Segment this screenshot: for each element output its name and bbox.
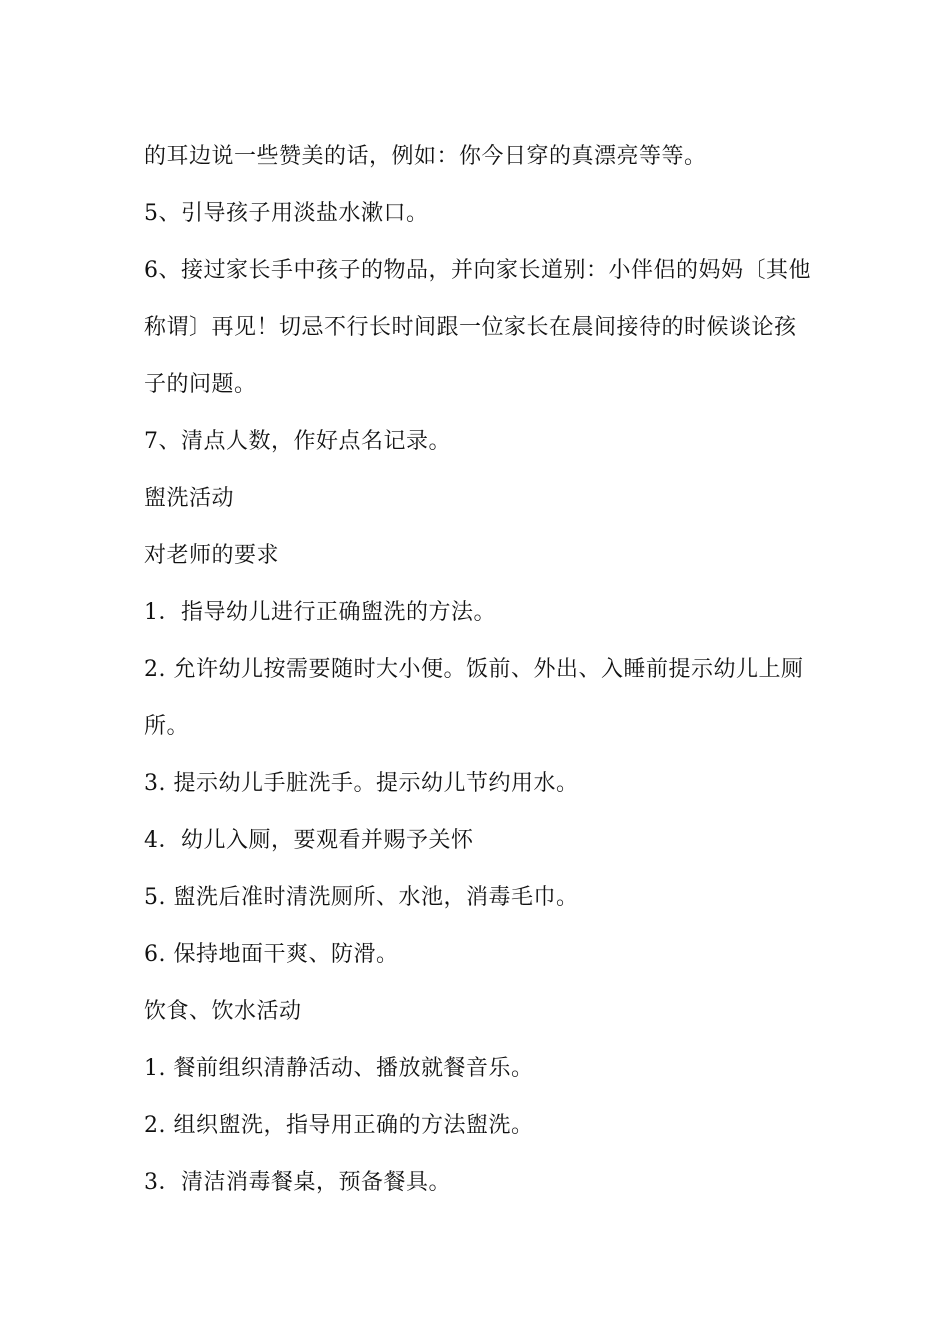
paragraph-line: 称谓〕再见！切忌不行长时间跟一位家长在晨间接待的时候谈论孩: [144, 315, 797, 340]
paragraph-line: 5、引导孩子用淡盐水漱口。: [144, 201, 429, 226]
list-item-continuation: 所。: [144, 714, 190, 739]
section-subheading: 对老师的要求: [144, 543, 280, 568]
section-heading: 盥洗活动: [144, 486, 235, 511]
paragraph-line: 6、接过家长手中孩子的物品，并向家长道别：小伴侣的妈妈〔其他: [144, 258, 811, 283]
section-heading: 饮食、饮水活动: [144, 999, 302, 1024]
list-item: 4．幼儿入厕，要观看并赐予关怀: [144, 828, 474, 853]
list-item: 3. 提示幼儿手脏洗手。提示幼儿节约用水。: [144, 771, 579, 796]
paragraph-line: 的耳边说一些赞美的话，例如：你今日穿的真漂亮等等。: [144, 144, 707, 169]
list-item: 6. 保持地面干爽、防滑。: [144, 942, 399, 967]
paragraph-line: 子的问题。: [144, 372, 257, 397]
paragraph-line: 7、清点人数，作好点名记录。: [144, 429, 451, 454]
list-item: 1. 餐前组织清静活动、播放就餐音乐。: [144, 1056, 534, 1081]
list-item: 5. 盥洗后准时清洗厕所、水池，消毒毛巾。: [144, 885, 579, 910]
list-item: 2. 允许幼儿按需要随时大小便。饭前、外出、入睡前提示幼儿上厕: [144, 657, 804, 682]
list-item: 2. 组织盥洗，指导用正确的方法盥洗。: [144, 1113, 534, 1138]
list-item: 3．清洁消毒餐桌，预备餐具。: [144, 1170, 451, 1195]
document-body: [144, 128, 816, 1211]
list-item: 1．指导幼儿进行正确盥洗的方法。: [144, 600, 496, 625]
